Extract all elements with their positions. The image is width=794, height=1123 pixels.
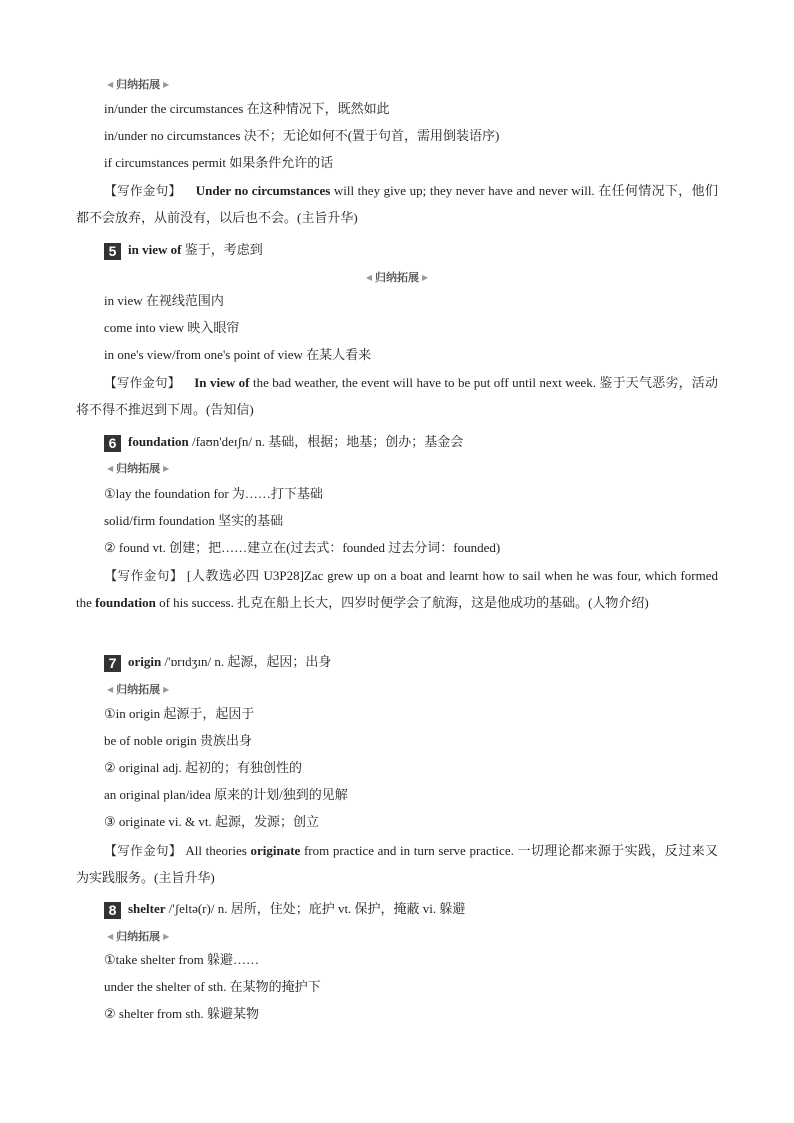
- item-number-badge: 8: [104, 902, 121, 919]
- writing-sentence: 【写作金句】 [人教选必四 U3P28]Zac grew up on a boat and learnt how to sail when he was four, which formed the foundation of his success. 扎克在船上长大，四岁时便学会了航海，这是他成功的基础。(人物介绍): [76, 568, 718, 610]
- phrase-line: ③ originate vi. & vt. 起源，发源；创立: [104, 814, 319, 829]
- phrase-line: ② found vt. 创建；把……建立在(过去式：founded 过去分词：founded): [104, 540, 501, 555]
- phrase-line: solid/firm foundation 坚实的基础: [104, 513, 284, 528]
- expand-tag: ◀ 归纳拓展 ▶: [107, 78, 170, 91]
- phrase-line: be of noble origin 贵族出身: [104, 733, 253, 748]
- vocab-heading: 6 foundation /faʊn'deɪʃn/ n. 基础，根据；地基；创办；基金会: [104, 432, 463, 452]
- writing-sentence: 【写作金句】 In view of the bad weather, the event will have to be put off until next week. 鉴于天气恶劣，活动将不得不推迟到下周。(告知信): [76, 375, 718, 417]
- item-number-badge: 6: [104, 435, 121, 452]
- phrase-line: if circumstances permit 如果条件允许的话: [104, 155, 334, 170]
- expand-tag: ◀ 归纳拓展 ▶: [107, 683, 170, 696]
- phrase-line: an original plan/idea 原来的计划/独到的见解: [104, 787, 348, 802]
- phrase-line: come into view 映入眼帘: [104, 320, 240, 335]
- phrase-line: under the shelter of sth. 在某物的掩护下: [104, 979, 321, 994]
- item-number-badge: 5: [104, 243, 121, 260]
- phrase-line: ② shelter from sth. 躲避某物: [104, 1006, 259, 1021]
- writing-sentence: 【写作金句】 Under no circumstances will they give up; they never have and never will. 在任何情况下，他们都不会放弃，从前没有，以后也不会。(主旨升华): [76, 183, 718, 225]
- item-number-badge: 7: [104, 655, 121, 672]
- expand-tag: ◀ 归纳拓展 ▶: [365, 271, 429, 284]
- phrase-line: in view 在视线范围内: [104, 293, 224, 308]
- vocab-heading: 8 shelter /'ʃeltə(r)/ n. 居所，住处；庇护 vt. 保护，掩蔽 vi. 躲避: [104, 899, 465, 919]
- vocab-heading: 5 in view of 鉴于，考虑到: [104, 240, 263, 260]
- vocab-word: foundation: [128, 434, 189, 449]
- phrase-line: ② original adj. 起初的；有独创性的: [104, 760, 302, 775]
- phrase-line: in/under the circumstances 在这种情况下，既然如此: [104, 101, 390, 116]
- phrase-line: in one's view/from one's point of view 在某人看来: [104, 347, 372, 362]
- writing-sentence: 【写作金句】 All theories originate from practice and in turn serve practice. 一切理论都来源于实践，反过来又为实践服务。(主旨升华): [76, 843, 718, 885]
- vocab-word: origin: [128, 654, 162, 669]
- phrase-line: ①lay the foundation for 为……打下基础: [104, 486, 323, 501]
- expand-tag: ◀ 归纳拓展 ▶: [107, 462, 170, 475]
- vocab-word: in view of: [128, 242, 182, 257]
- expand-tag: ◀ 归纳拓展 ▶: [107, 930, 170, 943]
- phrase-line: in/under no circumstances 决不；无论如何不(置于句首，需用倒装语序): [104, 128, 500, 143]
- phrase-line: ①in origin 起源于，起因于: [104, 706, 255, 721]
- phrase-line: ①take shelter from 躲避……: [104, 952, 259, 967]
- vocab-word: shelter: [128, 901, 166, 916]
- vocab-heading: 7 origin /'ɒrɪdʒɪn/ n. 起源，起因；出身: [104, 652, 331, 672]
